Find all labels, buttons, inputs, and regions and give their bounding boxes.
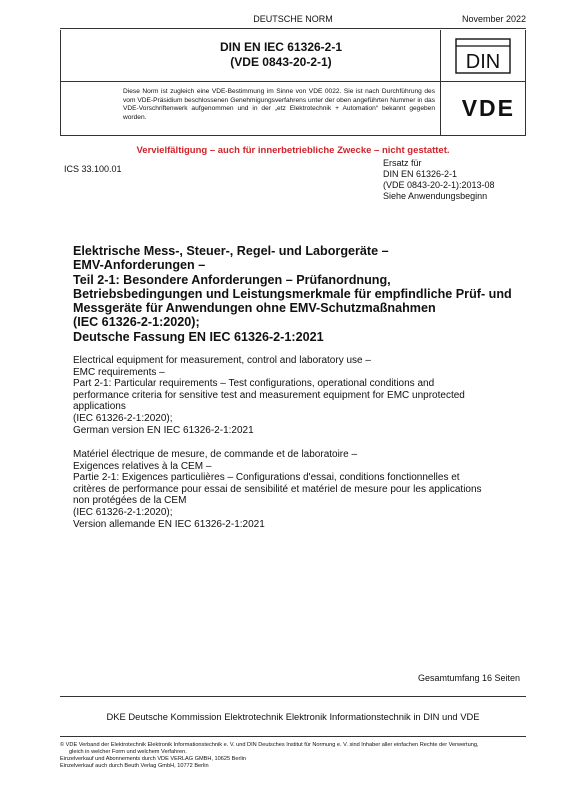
vde-note-box	[60, 82, 526, 136]
title-line: applications	[73, 401, 126, 413]
copyright-line: © VDE Verband der Elektrotechnik Elektronik Informationstechnik e. V. und DIN Deutsches Institut für Normung e. V. sind Inhaber aller einfachen Rechte der Verwertung,	[60, 742, 479, 748]
ics-code: ICS 33.100.01	[64, 164, 122, 174]
title-line: (IEC 61326-2-1:2020);	[73, 412, 173, 424]
title-line: Betriebsbedingungen und Leistungsmerkmale für empfindliche Prüf- und	[73, 286, 512, 301]
title-line: Matériel électrique de mesure, de commande et de laboratoire –	[73, 449, 358, 460]
din-logo-text: DIN	[465, 51, 501, 73]
replacement-label: Ersatz für	[383, 158, 422, 168]
title-french	[73, 449, 523, 530]
replacement-standard: DIN EN 61326-2-1	[383, 169, 458, 179]
standard-type: DEUTSCHE NORM	[253, 14, 333, 24]
title-line: EMV-Anforderungen –	[73, 258, 206, 273]
sales-line-2: Einzelverkauf auch durch Beuth Verlag GmbH, 10772 Berlin	[60, 763, 209, 769]
vde-logo: VDE	[461, 95, 515, 121]
dke-section	[60, 696, 526, 722]
title-line: EMC requirements –	[73, 366, 165, 378]
din-logo-icon	[455, 38, 511, 74]
vde-note: Diese Norm ist zugleich eine VDE-Bestimmung im Sinne von VDE 0022. Sie ist nach Durchführung des vom VDE-Präsidium beschlossenen Genehmigungsverfahrens unter der oben angeführten Nummer in das VDE-Vorschriftenwerk aufgenommen und in der „etz Elektrotechnik + Automation“ bekannt gegeben worden.	[123, 88, 435, 121]
replacement-info	[383, 158, 495, 202]
dke-text: DKE Deutsche Kommission Elektrotechnik Elektronik Informationstechnik in DIN und VDE	[106, 711, 480, 722]
sales-line-1: Einzelverkauf und Abonnements durch VDE VERLAG GMBH, 10625 Berlin	[60, 756, 246, 762]
title-line: non protégées de la CEM	[73, 495, 187, 507]
copyright-line-2: gleich in welcher Form und welchem Verfahren.	[69, 749, 187, 755]
title-german	[73, 244, 523, 344]
box-divider	[440, 82, 441, 135]
title-line: Partie 2-1: Exigences particulières – Configurations d'essai, conditions fonctionnelles et	[73, 472, 460, 484]
footer	[60, 736, 526, 770]
designation	[121, 40, 441, 70]
replacement-vde: (VDE 0843-20-2-1):2013-08	[383, 180, 495, 190]
title-line: Exigences relatives à la CEM –	[73, 460, 212, 472]
title-line: Electrical equipment for measurement, control and laboratory use –	[73, 355, 371, 366]
replacement-note: Siehe Anwendungsbeginn	[383, 191, 488, 201]
title-line: Version allemande EN IEC 61326-2-1:2021	[73, 518, 265, 530]
title-line: Elektrische Mess-, Steuer-, Regel- und Laborgeräte –	[73, 244, 389, 258]
title-line: Deutsche Fassung EN IEC 61326-2-1:2021	[73, 329, 324, 344]
title-english	[73, 355, 523, 436]
title-line: performance criteria for sensitive test and measurement equipment for EMC unprotected	[73, 389, 465, 401]
designation-din: DIN EN IEC 61326-2-1	[219, 40, 343, 54]
designation-vde: (VDE 0843-20-2-1)	[230, 55, 332, 69]
title-line: Messgeräte für Anwendungen ohne EMV-Schutzmaßnahmen	[73, 301, 436, 316]
publication-date: November 2022	[461, 14, 526, 24]
total-pages: Gesamtumfang 16 Seiten	[417, 673, 520, 683]
title-line: German version EN IEC 61326-2-1:2021	[73, 424, 254, 436]
title-line: Part 2-1: Particular requirements – Test configurations, operational conditions and	[73, 378, 435, 390]
copy-warning: Vervielfältigung – auch für innerbetriebliche Zwecke – nicht gestattet.	[136, 145, 450, 156]
box-divider	[440, 30, 441, 81]
title-line: (IEC 61326-2-1:2020);	[73, 315, 200, 330]
top-header-bar	[60, 8, 526, 29]
title-line: (IEC 61326-2-1:2020);	[73, 506, 173, 518]
title-line: Teil 2-1: Besondere Anforderungen – Prüfanordnung,	[73, 272, 391, 287]
designation-box	[60, 30, 526, 82]
title-line: critères de performance pour essai de sensibilité et matériel de mesure pour les applications	[73, 483, 482, 495]
